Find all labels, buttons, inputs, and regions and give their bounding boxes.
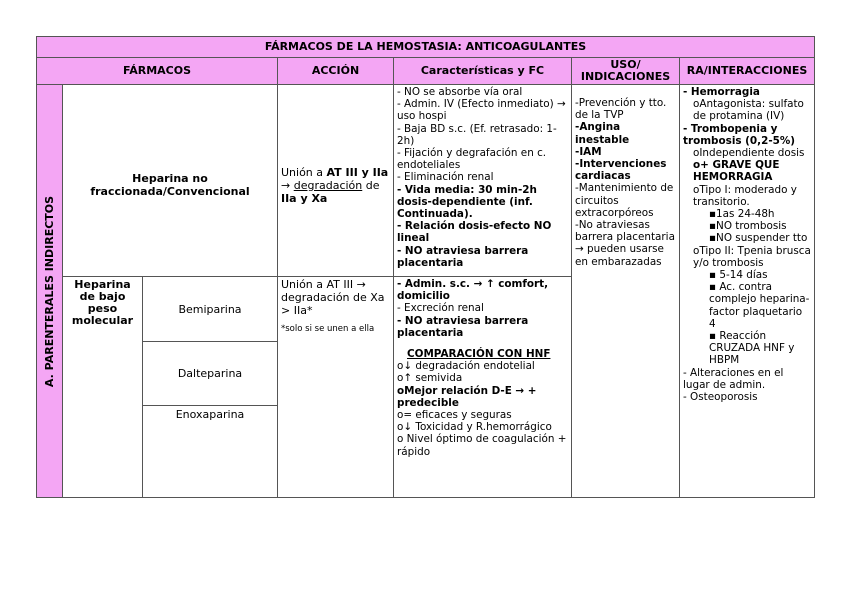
ra-item: ▪ 5-14 días — [709, 269, 768, 282]
hnf-car-item: - NO atraviesa barrera placentaria — [397, 244, 529, 269]
hbpm-car-item: - NO atraviesa barrera placentaria — [397, 314, 529, 339]
hbpm-car-cell — [394, 277, 572, 497]
uso-item: -No atraviesas barrera placentaria → pueden usarse en embarazadas — [575, 219, 675, 268]
ra-cell — [680, 85, 814, 497]
ra-item: ▪1as 24-48h — [709, 208, 775, 221]
ra-item: ▪NO suspender tto — [709, 232, 808, 245]
hnf-accion-p2: → — [281, 178, 294, 192]
title-text: FÁRMACOS DE LA HEMOSTASIA: ANTICOAGULANTES — [264, 40, 587, 53]
ra-item: oIndependiente dosis — [693, 147, 805, 160]
table-title — [37, 37, 814, 58]
uso-cell — [572, 85, 680, 497]
ra-item: - Hemorragia — [683, 86, 760, 98]
header-accion — [278, 58, 394, 85]
header-caracteristicas-text: Características y FC — [420, 64, 545, 77]
hbpm-accion: Unión a AT III → degradación de Xa > IIa* — [281, 278, 385, 317]
drug-bemiparina — [143, 277, 278, 342]
header-caracteristicas — [394, 58, 572, 85]
uso-item: -Prevención y tto. de la TVP — [575, 97, 667, 122]
hnf-car-item: - Eliminación renal — [397, 171, 494, 184]
hnf-car-item: - Baja BD s.c. (Ef. retrasado: 1-2h) — [397, 122, 557, 147]
hbpm-name: Heparina de bajo peso molecular — [71, 278, 134, 327]
hnf-car-cell — [394, 85, 572, 277]
ra-item: - Alteraciones en el lugar de admin. — [683, 366, 784, 391]
hnf-accion — [281, 166, 390, 205]
hnf-accion-p4: de — [362, 178, 380, 192]
ra-item: oTipo II: Tpenia brusca y/o trombosis — [693, 244, 811, 269]
drug-name: Dalteparina — [177, 367, 243, 380]
ra-item: ▪NO trombosis — [709, 220, 787, 233]
section-label — [37, 85, 63, 497]
drug-name: Bemiparina — [178, 302, 242, 316]
header-accion-text: ACCIÓN — [311, 64, 360, 77]
header-farmacos — [37, 58, 278, 85]
hbpm-comp-item: oMejor relación D-E → + predecible — [397, 384, 537, 409]
hnf-accion-p5: IIa y Xa — [281, 191, 328, 205]
hbpm-car-item: - Excreción renal — [397, 302, 484, 315]
drug-enoxaparina — [143, 406, 278, 497]
anticoagulant-table — [36, 36, 815, 498]
header-uso-text: USO/ INDICACIONES — [580, 58, 671, 83]
hnf-car-item: - Admin. IV (Efecto inmediato) → uso hospi — [397, 98, 566, 123]
ra-item: - Trombopenia y trombosis (0,2-5%) — [683, 122, 796, 147]
uso-item: -Angina inestable — [575, 121, 630, 146]
hbpm-comp-item: o= eficaces y seguras — [397, 409, 512, 422]
ra-item: oAntagonista: sulfato de protamina (IV) — [693, 98, 804, 123]
drug-dalteparina — [143, 342, 278, 406]
hnf-accion-p1: AT III y IIa — [326, 165, 389, 179]
hnf-car-item: - Fijación y degrafación en c. endoteliales — [397, 147, 547, 172]
hnf-name: Heparina no fraccionada/Convencional — [90, 171, 250, 198]
hbpm-comp-item: o Nivel óptimo de coagulación + rápido — [397, 433, 567, 458]
hnf-car-item: - Relación dosis-efecto NO lineal — [397, 220, 552, 245]
section-label-text: A. PARENTERALES INDIRECTOS — [43, 195, 56, 387]
header-ra-text: RA/INTERACCIONES — [686, 64, 808, 77]
hbpm-accion-cell — [278, 277, 394, 497]
drug-name: Enoxaparina — [175, 408, 245, 421]
hnf-accion-p0: Unión a — [281, 165, 327, 179]
hbpm-comp-item: o↑ semivida — [397, 372, 463, 385]
hbpm-accion-note: *solo si se unen a ella — [281, 324, 375, 334]
hnf-accion-p3: degradación — [293, 178, 363, 192]
ra-item: - Osteoporosis — [683, 391, 758, 404]
uso-item: -Mantenimiento de circuitos extracorpóreos — [575, 182, 674, 219]
hbpm-name-cell — [63, 277, 143, 497]
uso-item: -IAM — [575, 145, 602, 158]
header-ra — [680, 58, 814, 85]
ra-item: o+ GRAVE QUE HEMORRAGIA — [693, 159, 780, 184]
hbpm-comp-item: o↓ degradación endotelial — [397, 360, 535, 373]
hbpm-comp-title: COMPARACIÓN CON HNF — [407, 348, 551, 361]
hbpm-comp-item: o↓ Toxicidad y R.hemorrágico — [397, 421, 552, 434]
hnf-car-item: - Vida media: 30 min-2h dosis-dependiente (inf. Continuada). — [397, 183, 537, 221]
hnf-car-item: - NO se absorbe vía oral — [397, 86, 523, 98]
ra-item: ▪ Reacción CRUZADA HNF y HBPM — [709, 330, 795, 367]
ra-item: oTipo I: moderado y transitorio. — [693, 183, 797, 208]
hbpm-car-item: - Admin. s.c. → ↑ comfort, domicilio — [397, 278, 549, 303]
ra-item: ▪ Ac. contra complejo heparina-factor plaquetario 4 — [709, 281, 810, 330]
uso-item: -Intervenciones cardiacas — [575, 158, 667, 183]
hnf-accion-cell — [278, 85, 394, 277]
header-farmacos-text: FÁRMACOS — [122, 64, 192, 77]
hnf-name-cell — [63, 85, 278, 277]
header-uso — [572, 58, 680, 85]
